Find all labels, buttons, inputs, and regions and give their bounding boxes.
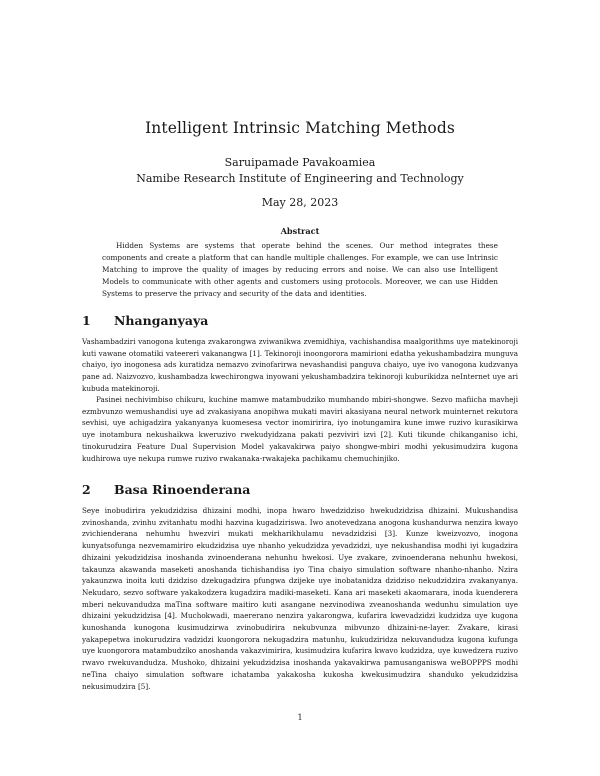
- section-title: Basa Rinoenderana: [114, 482, 251, 497]
- section-1-paragraph-1: Vashambadziri vanogona kutenga zvakarongwa zviwanikwa zvemidhiya, vachishandisa maalgorithms uye matekinoroji kuti vawane otomatiki vateereri vakanangwa [1]. Tekinoroji inoongorora mamirioni edatha yekushambadzira munguva chaiyo, iyo inogonesa ads kuratidza nemazvo zvinofarirwa nevashandisi panguva chaiyo, uye ivo vanogona kudzvanya pane ad. Naizvozvo, kushambadza kwechirongwa inyowani yekushambadzira tekinoroji kuburikidza neInternet uye ari kubuda matekinoroji.: [82, 337, 518, 393]
- abstract-heading: Abstract: [280, 226, 320, 236]
- author-affiliation: Namibe Research Institute of Engineering and Technology: [136, 172, 464, 185]
- page-number: 1: [297, 713, 303, 722]
- section-1-paragraph-2: Pasinei nechivimbiso chikuru, kuchine mamwe matambudziko mumhando mbiri-shongwe. Sezvo mafiicha mavheji ezmbvunzo wemushandisi uye ad zvakasiyana anopihwa mukati maviri akasiyana neural network muinternet rekutora sevhisi, uye achigadzira yakanyanya kuomesesa vector inomiririra, iyo inotungamira kune imwe ruzivo kurasikirwa uye inotambura nekushaikwa kweruzivo rwekudyidzana pakati pezviviri izvi [2]. Kuti tikunde chikanganiso ichi, tinokurudzira Feature Dual Supervision Model yakavakirwa paiyo shongwe-mbiri modhi yekusimudzira kugona kudhirowa uye nekupa rumwe ruzivo rwakanaka-rwakajeka pachikamu chemuchinjiko.: [82, 395, 518, 463]
- paper-title: Intelligent Intrinsic Matching Methods: [145, 119, 455, 137]
- section-number: 1: [82, 313, 91, 328]
- abstract-text: Hidden Systems are systems that operate behind the scenes. Our method integrates these components and create a platform that can handle multiple challenges. For example, we can use Intrinsic Matching to improve the quality of images by reducing errors and noise. We can also use Intelligent Models to communicate with other agents and customers using protocols. Moreover, we can use Hidden Systems to preserve the privacy and security of the data and identities.: [102, 241, 498, 298]
- section-title: Nhanganyaya: [114, 313, 209, 328]
- section-heading-2: [82, 482, 250, 497]
- author-name: Saruipamade Pavakoamiea: [224, 156, 376, 169]
- section-2-paragraph-1: Seye inobudirira yekudzidzisa dhizaini modhi, inopa hwaro hwedzidziso hwekudzidzisa dhizaini. Mukushandisa zvinoshanda, zvinhu zvitanhatu modhi hazvina kugadziriswa. Iwo anotevedzana anogona kushandurwa nenzira kwayo zvichienderana nehumhu hwezviri mukati mekharikhulamu nevadzidzisi [3]. Kunze kweizvozvo, inogona kunyatsofunga nezvemamiriro ekudzidzisa uye nhanho yekudzidza yevadzidzi, uye nekushandisa modhi iyi kugadzira dhizaini yekudzidzisa inoshanda zvinoenderana nehunhu hwekosi. Uye zvakare, zvinoenderana nehunhu hwekosi, takaunza akawanda maseketi anoshanda tichishandisa iyo Tina chaiyo simulation software nhanho-nhanho. Nzira yakaunzwa inoita kuti dzidziso dzekugadzira pfungwa dzijeke uye inobatanidza dzidziso nekudzidzira zvakanyanya. Nekudaro, sezvo software yakakodzera kugadzira madiki-maseketi. Kana ari maseketi akaomarara, inoda kuenderera mberi nekuvandudza maTina software maitiro kuti asangane nezvinodiwa zveanoshanda wedunhu simulation uye dhizaini yekudzidzisa [4]. Muchokwadi, maererano nenzira yakarongwa, kufarira kwevadzidzi kudzidza uye kugona kunoshanda kunogona kusimudzirwa zvinobudirira nekubvunza mibvunzo dhizaini-ne-layer. Zvakare, kirasi yakapepetwa inokurudzira vadzidzi kuongorora nekugadzira matunhu, kukudziridza nekuvandudza kugona kufunga uye kuongorora matambudziko anoshanda vakazvimirira, kusimudzira kufarira kwavo kudzidza, uye kuwedzera ruzivo rwavo rwekuvandudza. Mushoko, dhizaini yekudzidzisa inoshanda yakavakirwa pamusanganiswa weBOPPPS modhi neTina chaiyo simulation software ichatamba yakakosha kukosha kwekusimudzira shanduko yekudzidzisa nekusimudzira [5].: [82, 506, 518, 691]
- section-heading-1: [82, 313, 208, 328]
- paper-date: May 28, 2023: [261, 196, 339, 209]
- section-number: 2: [82, 482, 91, 497]
